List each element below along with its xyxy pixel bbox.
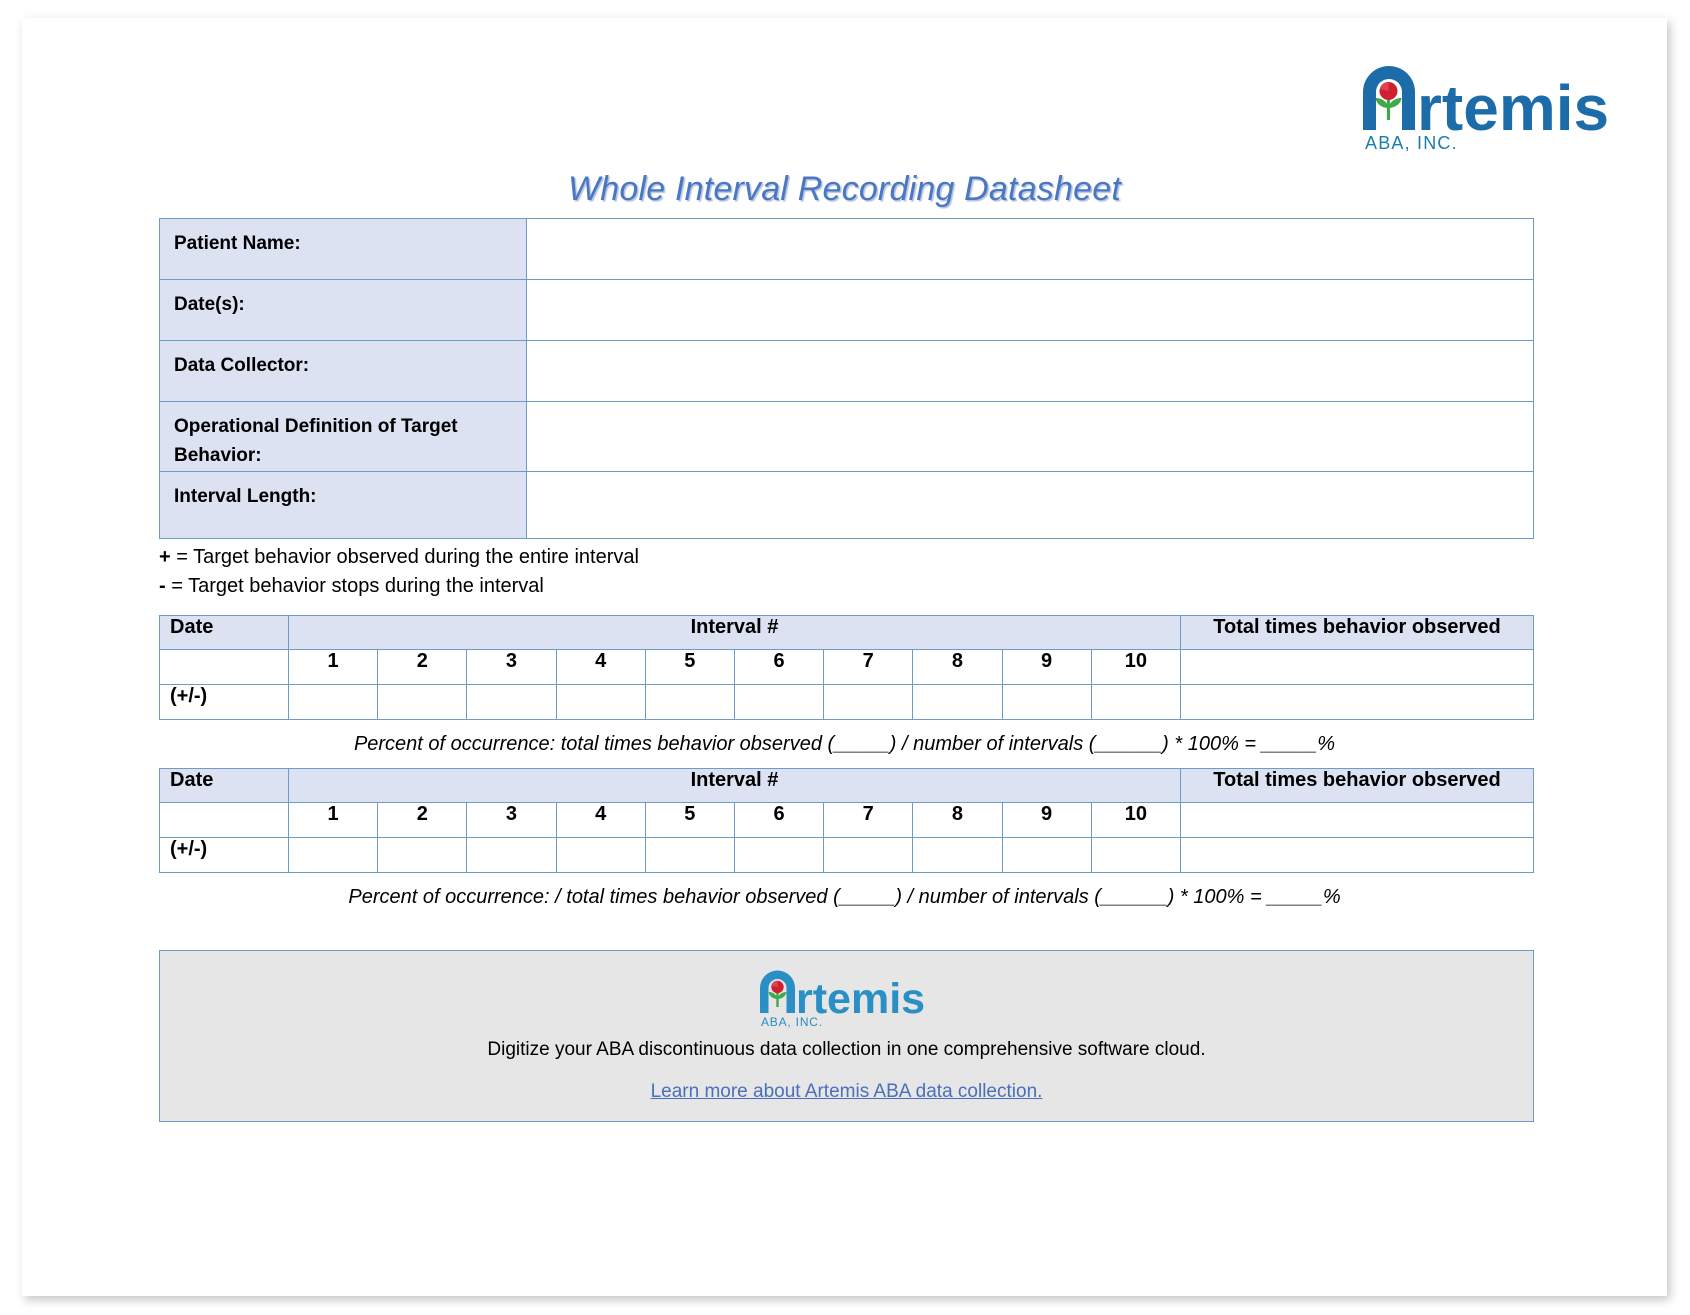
interval-number-cell: 2 <box>378 803 467 838</box>
plus-minus-cell[interactable] <box>1002 838 1091 873</box>
interval-data-table-1 <box>159 615 1534 720</box>
interval-number-cell: 3 <box>467 650 556 685</box>
plus-minus-cell[interactable] <box>556 685 645 720</box>
legend-plus-symbol: + <box>159 546 171 568</box>
interval-number-cell: 9 <box>1002 803 1091 838</box>
info-label-data-collector: Data Collector: <box>160 341 527 402</box>
date-header-1: Date <box>160 616 289 650</box>
footer-tagline: Digitize your ABA discontinuous data collection in one comprehensive software cloud. <box>487 1039 1206 1060</box>
legend-line-plus <box>159 543 639 572</box>
info-label-dates: Date(s): <box>160 280 527 341</box>
date-header-2: Date <box>160 769 289 803</box>
plus-minus-cell[interactable] <box>289 685 378 720</box>
plus-minus-cell[interactable] <box>467 838 556 873</box>
interval-data-table-2 <box>159 768 1534 873</box>
interval-header-1: Interval # <box>289 616 1181 650</box>
plus-minus-cell[interactable] <box>913 685 1002 720</box>
plus-minus-cell[interactable] <box>913 838 1002 873</box>
footer-logo-subtitle: ABA, INC. <box>760 1015 823 1029</box>
interval-number-cell: 6 <box>734 650 823 685</box>
table-row <box>160 685 1534 720</box>
legend-line-minus <box>159 572 639 601</box>
interval-number-cell: 5 <box>645 803 734 838</box>
plus-minus-cell[interactable] <box>467 685 556 720</box>
info-row-data-collector <box>160 341 1534 402</box>
interval-number-cell: 2 <box>378 650 467 685</box>
date-value-1[interactable] <box>160 650 289 685</box>
plus-minus-cell[interactable] <box>645 838 734 873</box>
logo-wordmark: rtemis <box>1417 72 1610 144</box>
info-value-operational-definition[interactable] <box>527 402 1534 472</box>
learn-more-link[interactable]: Learn more about Artemis ABA data collection. <box>650 1081 1043 1102</box>
symbol-legend <box>159 543 639 601</box>
date-value-2[interactable] <box>160 803 289 838</box>
percent-of-occurrence-line-2: Percent of occurrence: / total times behavior observed (_____) / number of intervals (______) * 100% = _____% <box>348 886 1341 908</box>
info-row-operational-definition <box>160 402 1534 472</box>
total-value-1[interactable] <box>1181 650 1534 685</box>
plus-minus-cell[interactable] <box>378 685 467 720</box>
footer-logo-wordmark: rtemis <box>795 975 925 1023</box>
plus-minus-cell[interactable] <box>378 838 467 873</box>
legend-minus-text: = Target behavior stops during the interval <box>165 575 544 597</box>
total-observed-cell-2[interactable] <box>1181 838 1534 873</box>
interval-number-cell: 8 <box>913 650 1002 685</box>
info-label-interval-length: Interval Length: <box>160 471 527 538</box>
interval-number-cell: 7 <box>824 803 913 838</box>
artemis-aba-logo-footer <box>756 965 938 1029</box>
plus-minus-cell[interactable] <box>289 838 378 873</box>
interval-number-cell: 1 <box>289 803 378 838</box>
plus-minus-label-2: (+/-) <box>160 838 289 873</box>
table-row <box>160 803 1534 838</box>
patient-info-table <box>159 218 1534 539</box>
plus-minus-cell[interactable] <box>734 838 823 873</box>
info-row-interval-length <box>160 471 1534 538</box>
interval-header-2: Interval # <box>289 769 1181 803</box>
table-row <box>160 650 1534 685</box>
plus-minus-cell[interactable] <box>734 685 823 720</box>
total-value-2[interactable] <box>1181 803 1534 838</box>
info-value-dates[interactable] <box>527 280 1534 341</box>
info-label-operational-definition: Operational Definition of Target Behavior: <box>160 402 527 472</box>
plus-minus-cell[interactable] <box>824 838 913 873</box>
info-value-data-collector[interactable] <box>527 341 1534 402</box>
total-header-2: Total times behavior observed <box>1181 769 1534 803</box>
plus-minus-cell[interactable] <box>824 685 913 720</box>
interval-number-cell: 9 <box>1002 650 1091 685</box>
legend-minus-symbol: - <box>159 575 166 597</box>
interval-number-cell: 6 <box>734 803 823 838</box>
interval-number-cell: 1 <box>289 650 378 685</box>
page-title: Whole Interval Recording Datasheet <box>568 170 1121 208</box>
info-value-interval-length[interactable] <box>527 471 1534 538</box>
table-row <box>160 838 1534 873</box>
info-row-dates <box>160 280 1534 341</box>
percent-of-occurrence-line-1: Percent of occurrence: total times behavior observed (_____) / number of intervals (______) * 100% = _____% <box>353 733 1336 755</box>
total-observed-cell-1[interactable] <box>1181 685 1534 720</box>
plus-minus-cell[interactable] <box>1091 838 1180 873</box>
interval-number-cell: 10 <box>1091 650 1180 685</box>
plus-minus-label-1: (+/-) <box>160 685 289 720</box>
logo-subtitle: ABA, INC. <box>1365 133 1458 153</box>
footer-promo-box <box>159 950 1534 1122</box>
artemis-aba-logo-header <box>1357 58 1627 153</box>
interval-number-cell: 5 <box>645 650 734 685</box>
plus-minus-cell[interactable] <box>1002 685 1091 720</box>
interval-number-cell: 7 <box>824 650 913 685</box>
info-value-patient-name[interactable] <box>527 219 1534 280</box>
plus-minus-cell[interactable] <box>556 838 645 873</box>
document-page <box>22 18 1667 1296</box>
table-row <box>160 769 1534 803</box>
plus-minus-cell[interactable] <box>645 685 734 720</box>
interval-number-cell: 4 <box>556 650 645 685</box>
plus-minus-cell[interactable] <box>1091 685 1180 720</box>
interval-number-cell: 4 <box>556 803 645 838</box>
interval-number-cell: 8 <box>913 803 1002 838</box>
info-row-patient-name <box>160 219 1534 280</box>
info-label-patient-name: Patient Name: <box>160 219 527 280</box>
interval-number-cell: 10 <box>1091 803 1180 838</box>
table-row <box>160 616 1534 650</box>
legend-plus-text: = Target behavior observed during the entire interval <box>170 546 639 568</box>
total-header-1: Total times behavior observed <box>1181 616 1534 650</box>
interval-number-cell: 3 <box>467 803 556 838</box>
